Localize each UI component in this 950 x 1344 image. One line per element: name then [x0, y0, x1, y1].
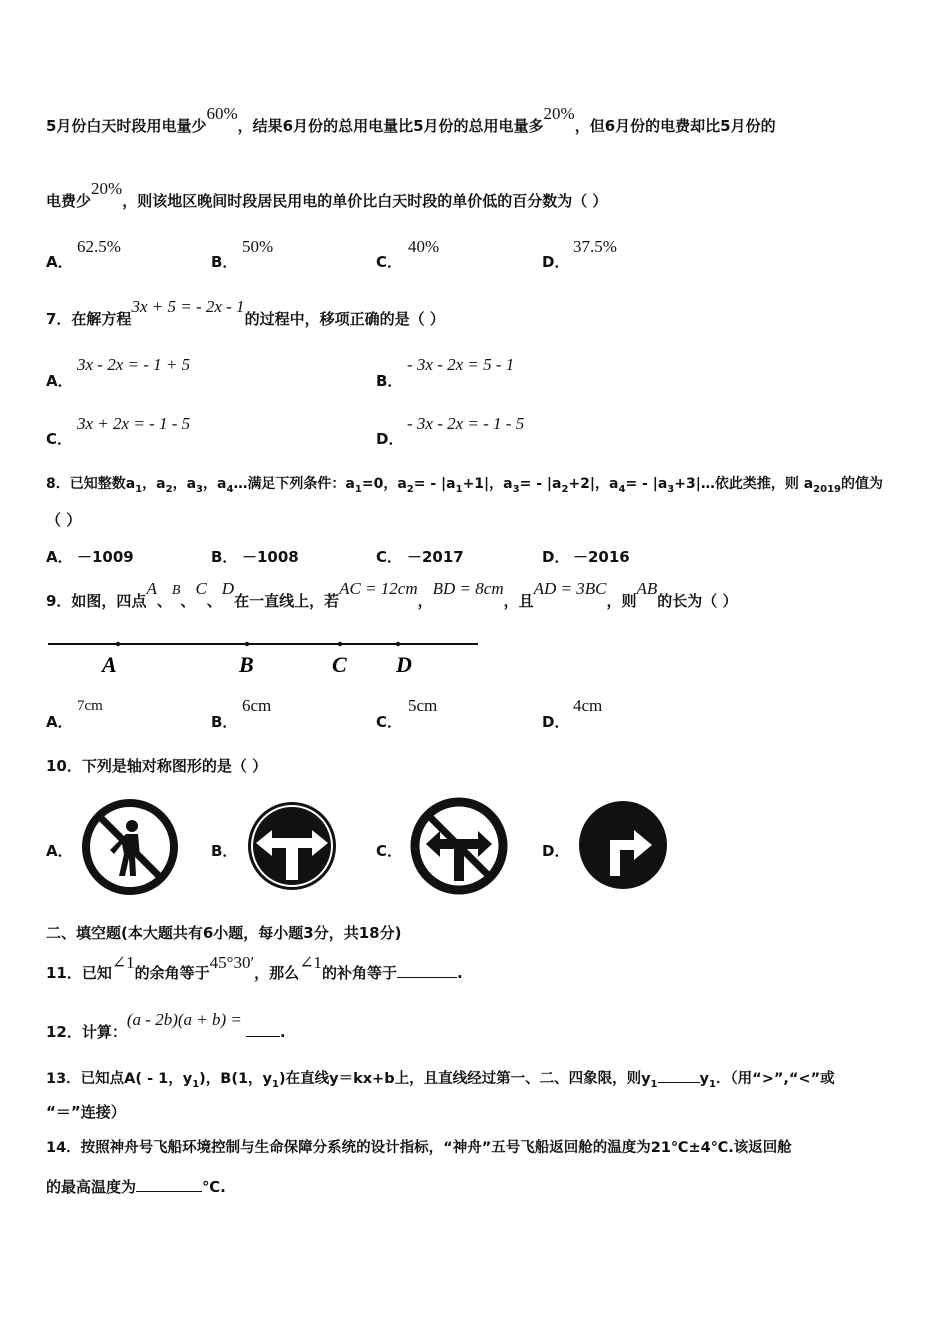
- q9-option-c-label: C．: [376, 713, 403, 731]
- q9-option-b-label: B．: [211, 713, 238, 731]
- q9-option-a-value: 7cm: [77, 698, 103, 714]
- q14-line1: 14．按照神舟号飞船环境控制与生命保障分系统的设计指标，“神舟”五号飞船返回舱的温度为21℃±4℃.该返回舱: [46, 1140, 792, 1156]
- q8-t1: 8．已知整数a: [46, 476, 136, 492]
- q12-prefix: 12．计算：: [46, 1023, 127, 1041]
- q10-option-d-label: D．: [542, 842, 570, 860]
- q7-option-a-value: 3x - 2x = - 1 + 5: [77, 355, 191, 374]
- q9-option-d-label: D．: [542, 713, 570, 731]
- q9-figure-dot-c: [338, 642, 342, 646]
- q10-option-a-label: A．: [46, 842, 73, 860]
- q12-line: [46, 1010, 286, 1042]
- q9-figure-label-a: A: [102, 652, 117, 677]
- q11-mid2: ，那么: [254, 964, 300, 982]
- q8-t10: +2|，a: [568, 476, 619, 492]
- q8-t12: +3|…依此类推，则 a: [674, 476, 814, 492]
- q6-option-b-value: 50%: [242, 237, 274, 256]
- q8-sub11: 3: [667, 483, 675, 495]
- q11-degree: 45°30′: [209, 953, 255, 972]
- q6-text-b: ，结果6月份的总用电量比5月份的总用电量多: [237, 117, 544, 135]
- q12-answer-blank[interactable]: [246, 1020, 280, 1037]
- q8-option-c-value: －2017: [407, 548, 464, 566]
- q7-option-b-label: B．: [376, 372, 403, 390]
- q8-sub10: 4: [618, 483, 626, 495]
- q9-point-a: A: [146, 579, 157, 598]
- q6-text-e: ，则该地区晚间时段居民用电的单价比白天时段的单价低的百分数为（ ）: [122, 192, 608, 210]
- q6-line1: [46, 104, 776, 136]
- turn-left-or-right-sign-icon: [244, 798, 340, 894]
- q9-option-d-value: 4cm: [573, 696, 603, 715]
- q6-option-c-label: C．: [376, 253, 403, 271]
- q7-option-a-label: A．: [46, 372, 73, 390]
- q13-t1: 13．已知点A( - 1，y: [46, 1071, 193, 1087]
- turn-right-sign-icon: [576, 798, 670, 892]
- q14-line2: [46, 1175, 226, 1197]
- q6-pct3: 20%: [91, 179, 123, 198]
- q9-bd: BD = 8cm: [432, 579, 504, 598]
- q7-line: [46, 297, 445, 329]
- q6-option-a-label: A．: [46, 253, 73, 271]
- q13-sub2: 1: [272, 1078, 279, 1090]
- q8-sub4: 4: [226, 483, 234, 495]
- q8-t9: = - |a: [519, 476, 562, 492]
- q7-option-b-value: - 3x - 2x = 5 - 1: [407, 355, 515, 374]
- q8-option-a-value: －1009: [77, 548, 134, 566]
- q8-option-b-label: B．: [211, 548, 238, 566]
- q6-text-d: 电费少: [46, 192, 92, 210]
- q9-adbc: AD = 3BC: [533, 579, 607, 598]
- q9-option-c-value: 5cm: [408, 696, 438, 715]
- q9-line: [46, 579, 738, 613]
- q9-ac: AC = 12cm: [339, 579, 418, 598]
- q9-suffix: 的长为（ ）: [657, 592, 738, 610]
- q9-figure-label-b: B: [239, 652, 254, 677]
- q13-t3: )在直线y＝kx+b上，且直线经过第一、二、四象限，则y: [278, 1071, 651, 1087]
- q14-t1: 的最高温度为: [46, 1178, 137, 1196]
- q8-option-b-value: －1008: [242, 548, 299, 566]
- q13-t4: y: [699, 1071, 709, 1087]
- q8-option-a-label: A．: [46, 548, 73, 566]
- q13-answer-blank[interactable]: [658, 1066, 700, 1083]
- q9-figure-dot-b: [245, 642, 249, 646]
- q11-end: .: [456, 964, 463, 982]
- q8-sub8: 3: [512, 483, 520, 495]
- q13-sub4: 1: [708, 1078, 716, 1090]
- q8-t8: +1|，a: [462, 476, 513, 492]
- q11-suffix: 的补角等于: [321, 964, 397, 982]
- q6-line2: [46, 179, 608, 211]
- q8-sub7: 1: [455, 483, 463, 495]
- q6-pct2: 20%: [543, 104, 575, 123]
- q11-angle1: ∠1: [111, 953, 135, 972]
- q9-comma1: ，: [417, 592, 433, 610]
- q8-option-c-label: C．: [376, 548, 403, 566]
- q9-prefix: 9．如图，四点: [46, 592, 147, 610]
- q7-prefix: 7．在解方程: [46, 310, 132, 328]
- q12-end: .: [279, 1023, 286, 1041]
- q8-t7: = - |a: [413, 476, 456, 492]
- q7-option-d-label: D．: [376, 430, 404, 448]
- q13-t2: )，B(1，y: [199, 1071, 273, 1087]
- no-pedestrian-sign-icon: [80, 798, 180, 896]
- q7-equation: 3x + 5 = - 2x - 1: [131, 297, 245, 316]
- q8-sub5: 1: [354, 483, 362, 495]
- q8-option-d-value: －2016: [573, 548, 630, 566]
- q11-angle2: ∠1: [299, 953, 322, 972]
- q6-option-a-value: 62.5%: [77, 237, 121, 256]
- q8-sub9: 2: [561, 483, 569, 495]
- q6-text-a: 5月份白天时段用电量少: [46, 117, 207, 135]
- q10-option-c-label: C．: [376, 842, 403, 860]
- q9-sep2: 、: [180, 592, 196, 610]
- q13-sub1: 1: [192, 1078, 200, 1090]
- q9-option-b-value: 6cm: [242, 696, 272, 715]
- q10-text: 10．下列是轴对称图形的是（ ）: [46, 757, 268, 775]
- q9-line-figure: [48, 636, 488, 682]
- q8-t4: ，a: [203, 476, 227, 492]
- q8-sub2: 2: [165, 483, 173, 495]
- q6-option-d-value: 37.5%: [573, 237, 617, 256]
- q6-option-c-value: 40%: [408, 237, 440, 256]
- q9-figure-label-d: D: [396, 652, 412, 677]
- q8-t3: ，a: [172, 476, 197, 492]
- q10-option-b-label: B．: [211, 842, 238, 860]
- q11-mid1: 的余角等于: [134, 964, 210, 982]
- q9-mid2: ，且: [503, 592, 534, 610]
- no-left-right-turn-sign-icon: [410, 797, 508, 895]
- q9-mid1: 在一直线上，若: [234, 592, 340, 610]
- q13-sub3: 1: [650, 1078, 658, 1090]
- q9-figure-label-c: C: [332, 652, 347, 677]
- q8-t5: …满足下列条件：a: [233, 476, 355, 492]
- q9-point-d: D: [221, 579, 235, 598]
- q7-suffix: 的过程中，移项正确的是（ ）: [244, 310, 445, 328]
- q8-paren: （ ）: [46, 511, 82, 529]
- q14-answer-blank[interactable]: [136, 1175, 202, 1192]
- q13-line1: [46, 1066, 835, 1095]
- q13-line2: “＝”连接）: [46, 1103, 126, 1121]
- q9-figure-dot-a: [116, 642, 120, 646]
- q14-t2: ℃.: [202, 1178, 226, 1196]
- q6-pct1: 60%: [206, 104, 238, 123]
- q7-option-c-label: C．: [46, 430, 73, 448]
- q11-line: [46, 953, 463, 983]
- q8-t11: = - |a: [625, 476, 668, 492]
- q11-answer-blank[interactable]: [397, 961, 457, 978]
- q13-t5: ．（用“>”,“<”或: [715, 1071, 835, 1087]
- q8-t6: =0，a: [361, 476, 407, 492]
- q8-line1: [46, 474, 883, 500]
- q8-sub12: 2019: [813, 483, 842, 495]
- q6-option-d-label: D．: [542, 253, 570, 271]
- q11-prefix: 11．已知: [46, 964, 112, 982]
- q9-sep1: 、: [156, 592, 172, 610]
- q8-t2: ，a: [142, 476, 166, 492]
- q6-text-c: ，但6月份的电费却比5月份的: [574, 117, 776, 135]
- section2-heading: 二、填空题(本大题共有6小题，每小题3分，共18分): [46, 924, 402, 942]
- q8-t13: 的值为: [841, 476, 884, 492]
- q9-point-b: B: [171, 583, 181, 598]
- q12-expression: (a - 2b)(a + b) =: [126, 1010, 242, 1029]
- q9-figure-dot-d: [396, 642, 400, 646]
- q7-option-d-value: - 3x - 2x = - 1 - 5: [407, 414, 525, 433]
- q9-option-a-label: A．: [46, 713, 73, 731]
- q7-option-c-value: 3x + 2x = - 1 - 5: [77, 414, 191, 433]
- q8-sub6: 2: [406, 483, 414, 495]
- q8-sub3: 3: [196, 483, 204, 495]
- q9-point-c: C: [195, 579, 207, 598]
- q9-sep3: 、: [206, 592, 222, 610]
- q9-ab: AB: [636, 579, 658, 598]
- q8-option-d-label: D．: [542, 548, 570, 566]
- q8-sub1: 1: [135, 483, 143, 495]
- q6-option-b-label: B．: [211, 253, 238, 271]
- q9-mid3: ，则: [606, 592, 637, 610]
